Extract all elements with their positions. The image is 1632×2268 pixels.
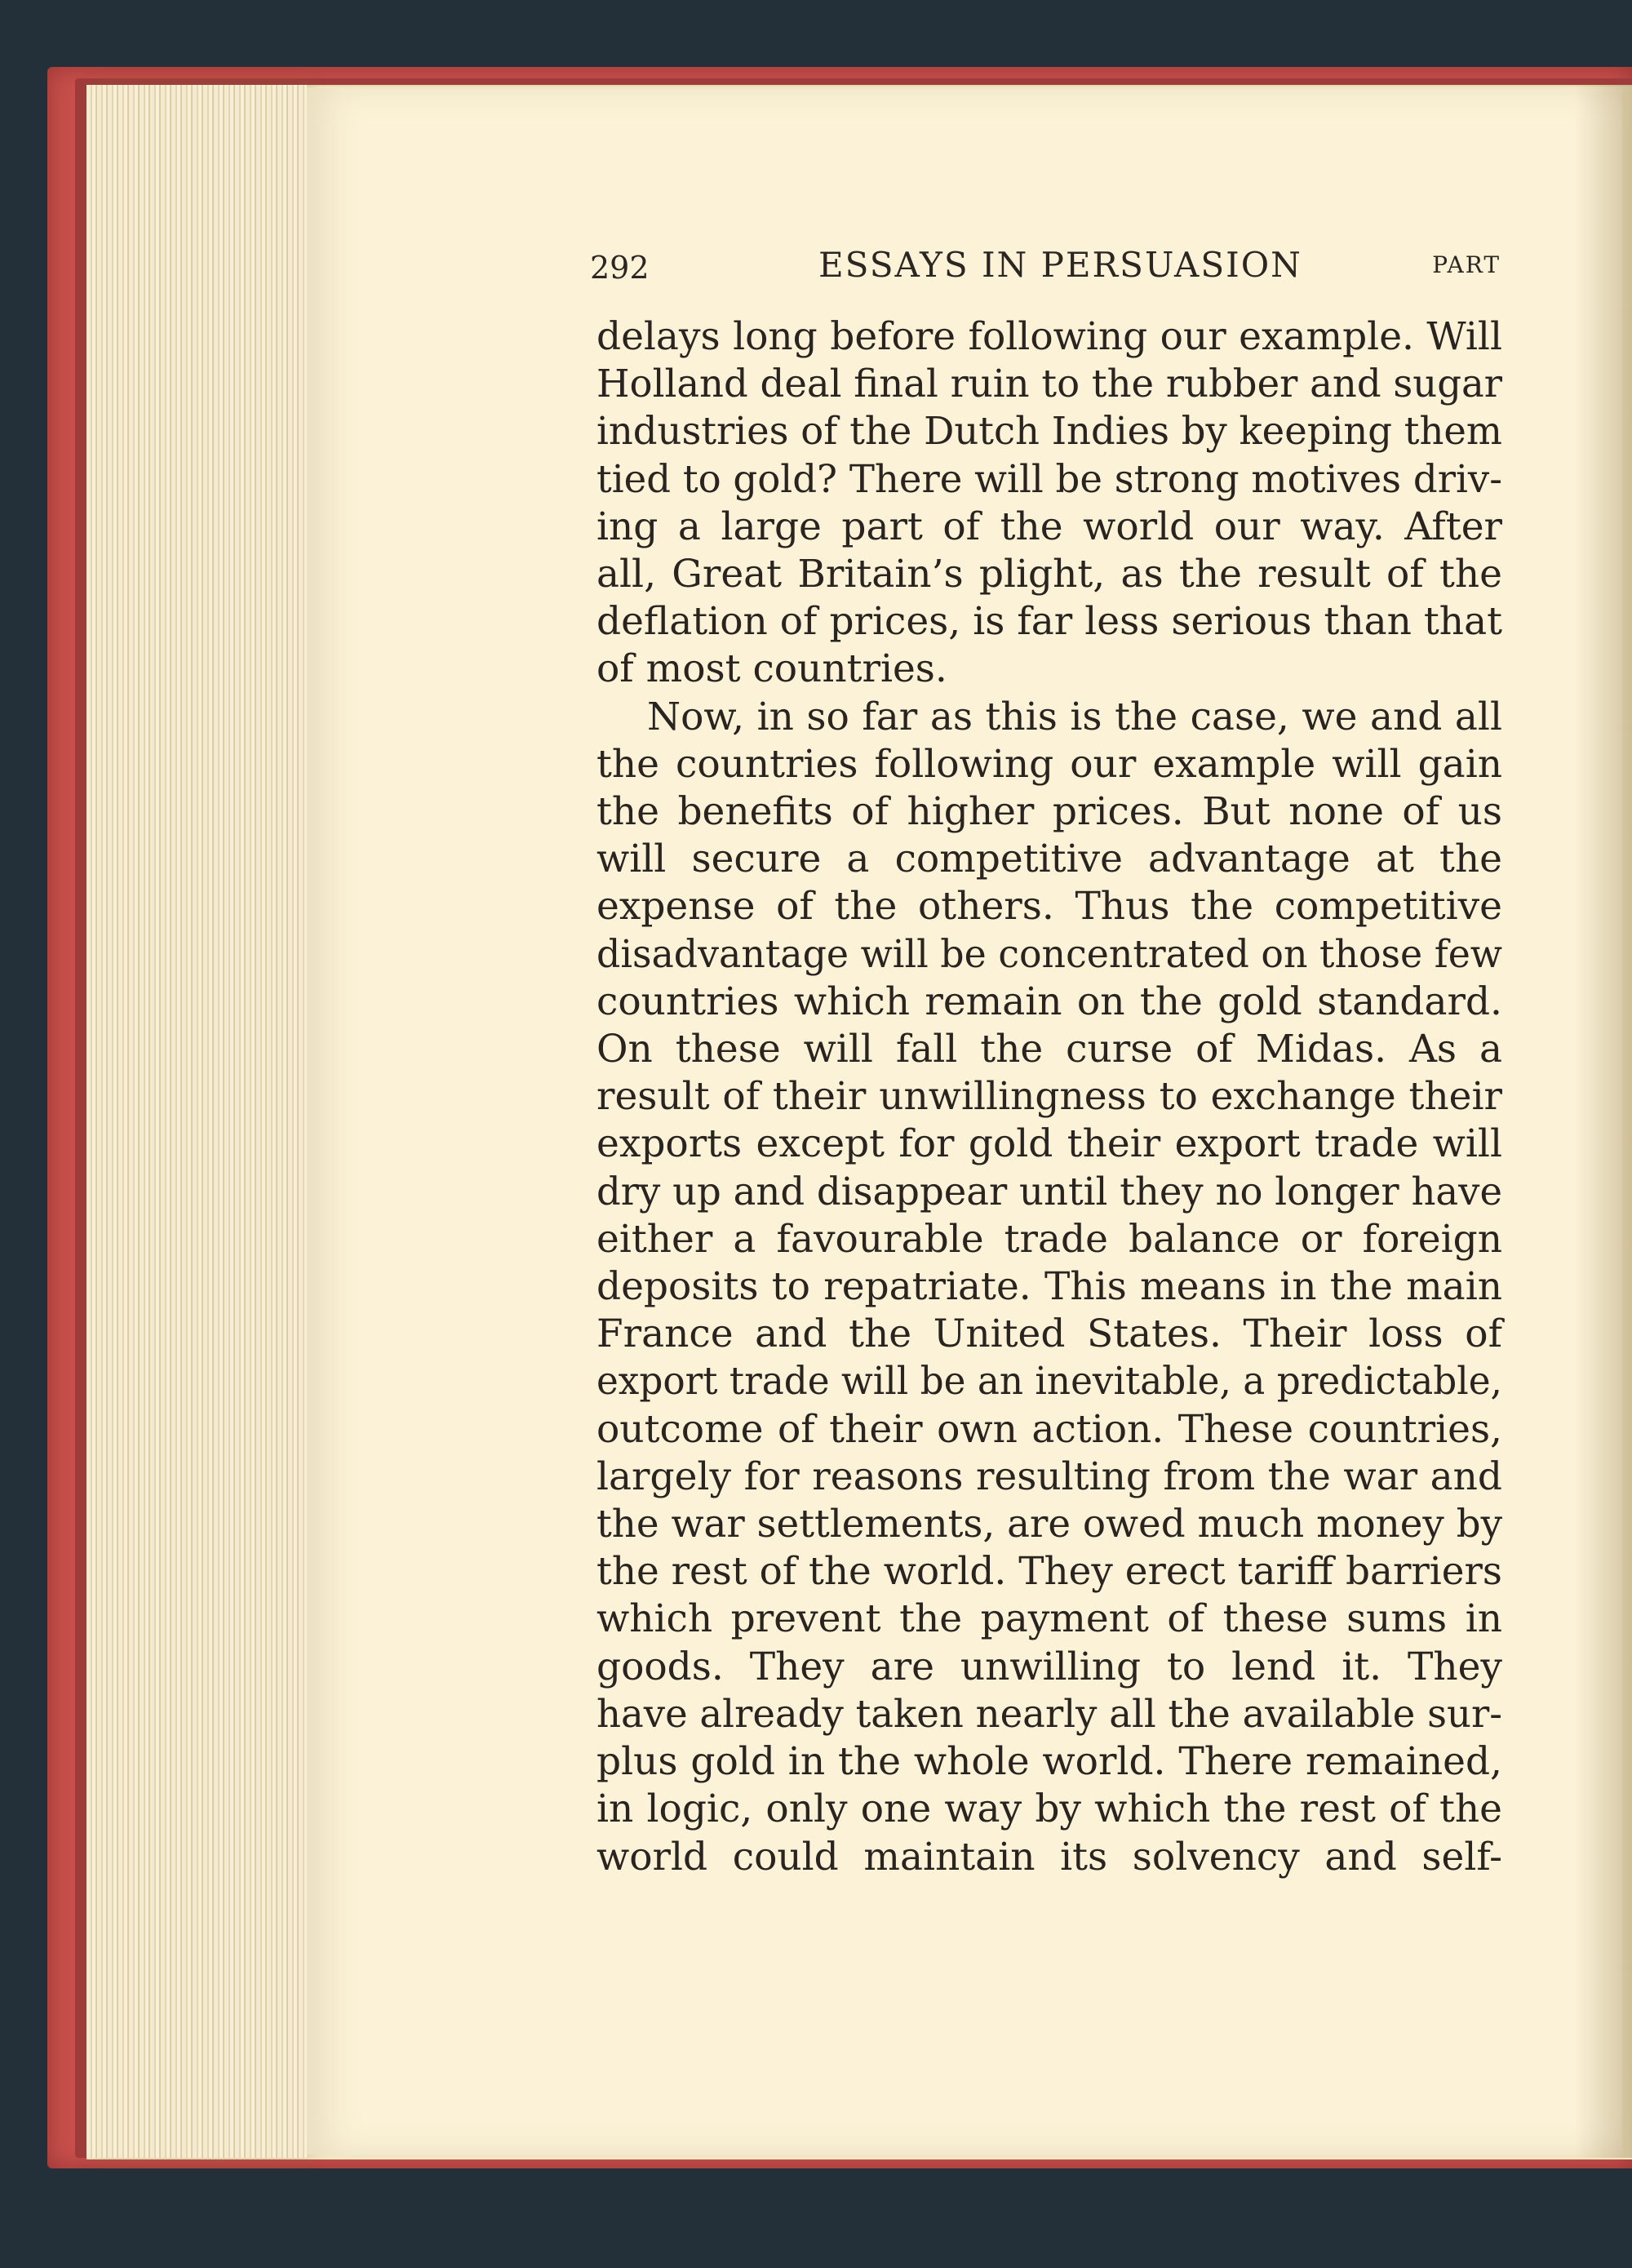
text-line: countries which remain on the gold standard. — [596, 979, 1502, 1024]
text-line: export trade will be an inevitable, a predictable, — [596, 1359, 1502, 1405]
text-line: delays long before following our example. Will — [596, 314, 1502, 359]
text-line: plus gold in the whole world. There remained, — [596, 1739, 1502, 1785]
text-line: the rest of the world. They erect tariff barriers — [596, 1549, 1502, 1595]
text-line: France and the United States. Their loss of — [596, 1312, 1502, 1357]
page-gutter-shadow — [1575, 85, 1632, 2158]
text-line: tied to gold? There will be strong motives driv- — [596, 456, 1502, 502]
text-line: deflation of prices, is far less serious than that — [596, 599, 1502, 645]
text-line: all, Great Britain’s plight, as the result of the — [596, 552, 1502, 597]
text-line: goods. They are unwilling to lend it. They — [596, 1644, 1502, 1689]
part-label: PART — [1432, 251, 1501, 278]
running-head — [590, 245, 1504, 286]
text-line: have already taken nearly all the available sur- — [596, 1691, 1502, 1737]
text-line: in logic, only one way by which the rest of the — [596, 1786, 1502, 1832]
page-edges — [86, 85, 307, 2158]
text-line: the war settlements, are owed much money by — [596, 1502, 1503, 1547]
text-line: ing a large part of the world our way. After — [596, 504, 1502, 549]
text-line: largely for reasons resulting from the war and — [596, 1454, 1502, 1499]
text-line: Holland deal final ruin to the rubber and sugar — [596, 362, 1502, 407]
text-line: the benefits of higher prices. But none of us — [596, 789, 1502, 835]
page-number: 292 — [590, 250, 650, 286]
body-text — [596, 313, 1502, 1881]
text-line: will secure a competitive advantage at the — [596, 837, 1502, 882]
text-line: outcome of their own action. These countries, — [596, 1406, 1502, 1452]
text-line: dry up and disappear until they no longer have — [596, 1169, 1502, 1214]
text-line: On these will fall the curse of Midas. As a — [596, 1027, 1502, 1072]
text-line: disadvantage will be concentrated on those few — [596, 931, 1503, 977]
text-line: exports except for gold their export trade will — [596, 1121, 1502, 1167]
text-line: expense of the others. Thus the competitive — [596, 884, 1502, 930]
text-line: which prevent the payment of these sums in — [596, 1596, 1502, 1642]
text-line: either a favourable trade balance or foreign — [596, 1216, 1502, 1262]
text-line: deposits to repatriate. This means in the main — [596, 1264, 1502, 1310]
text-line: result of their unwillingness to exchange their — [596, 1074, 1502, 1120]
running-title: ESSAYS IN PERSUASION — [818, 245, 1302, 285]
text-line: world could maintain its solvency and self- — [596, 1834, 1502, 1880]
text-line: the countries following our example will gain — [596, 741, 1502, 787]
text-line: industries of the Dutch Indies by keeping them — [596, 409, 1502, 455]
text-line: Now, in so far as this is the case, we and all — [647, 694, 1502, 739]
text-line: of most countries. — [596, 646, 947, 692]
